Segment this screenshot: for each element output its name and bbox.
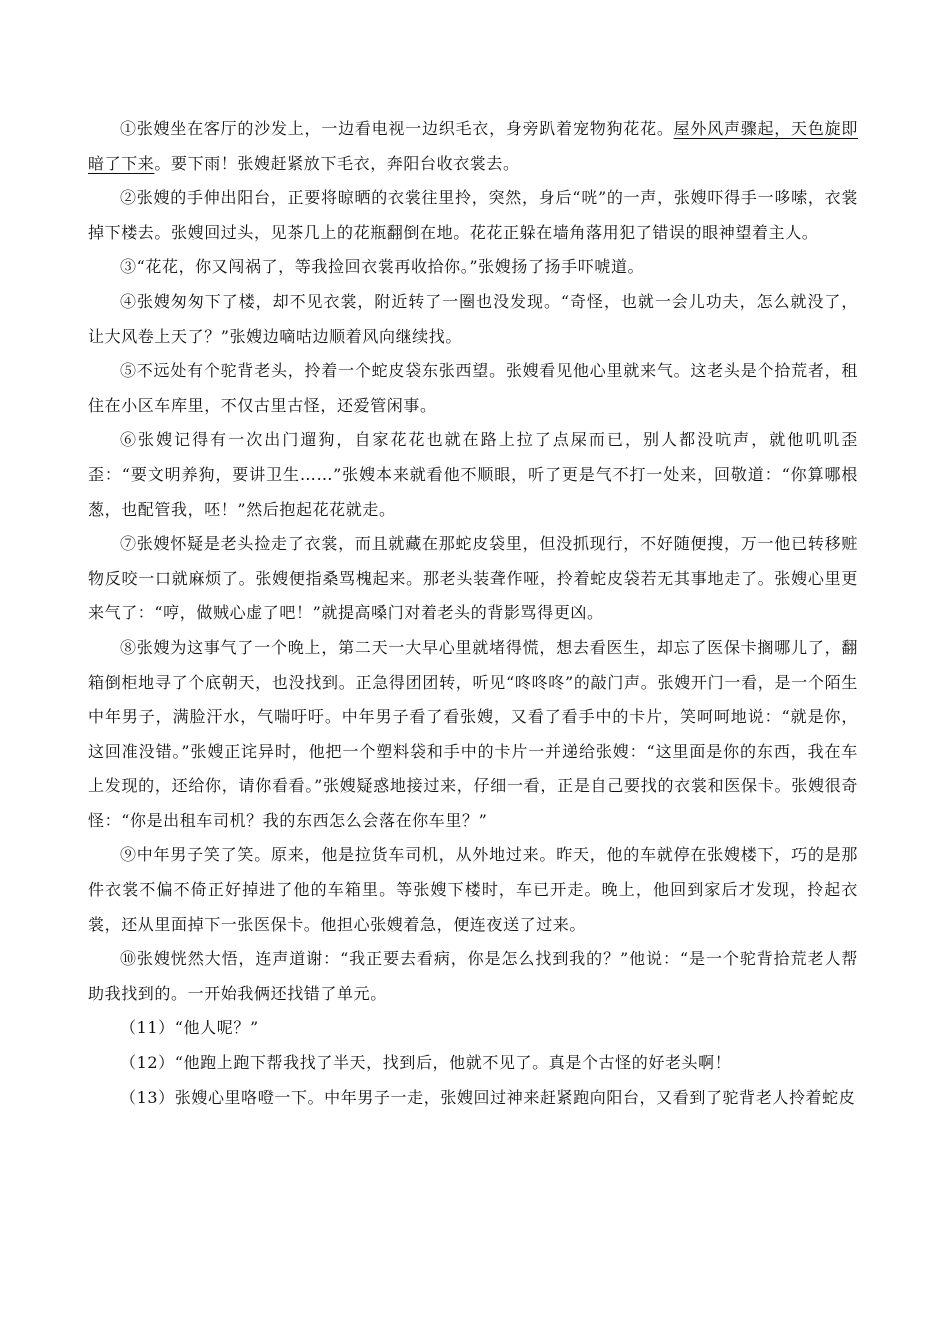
paragraph-5: ⑤不远处有个驼背老头，拎着一个蛇皮袋东张西望。张嫂看见他心里就来气。这老头是个拾荒者，租住在小区车库里，不仅古里古怪，还爱管闲事。: [88, 361, 858, 415]
story-text: [88, 112, 858, 1115]
paragraph-1-end: 。要下雨！张嫂赶紧放下毛衣，奔阳台收衣裳去。: [154, 153, 520, 173]
paragraph-4: ④张嫂匆匆下了楼，却不见衣裳，附近转了一圈也没发现。“奇怪，也就一会儿功夫，怎么就没了，让大风卷上天了？”张嫂边嘀咕边顺着风向继续找。: [88, 291, 858, 346]
paragraph-12: （12）“他跑上跑下帮我找了半天，找到后，他就不见了。真是个古怪的好老头啊！: [120, 1053, 732, 1073]
paragraph-3: ③“花花，你又闯祸了，等我捡回衣裳再收拾你。”张嫂扬了扬手吓唬道。: [120, 257, 645, 277]
underlined-sentence: 屋外风声骤起，天色旋即暗了下来: [88, 119, 858, 173]
paragraph-1-start: ①张嫂坐在客厅的沙发上，一边看电视一边织毛衣，身旁趴着宠物狗花花。: [120, 119, 674, 138]
paragraph-10: ⑩张嫂恍然大悟，连声道谢：“我正要去看病，你是怎么找到我的？”他说：“是一个驼背拾荒老人帮助我找到的。一开始我俩还找错了单元。: [88, 949, 858, 1003]
paragraph-1: [88, 112, 858, 181]
paragraph-13: （13）张嫂心里咯噔一下。中年男子一走，张嫂回过神来赶紧跑向阳台，又看到了驼背老人拎着蛇皮: [120, 1087, 856, 1107]
paragraph-6: ⑥张嫂记得有一次出门遛狗，自家花花也就在路上拉了点屎而已，别人都没吭声，就他叽叽歪歪：“要文明养狗，要讲卫生……”张嫂本来就看他不顺眼，听了更是气不打一处来，回敬道：“你算哪根葱，也配管我，呸！”然后抱起花花就走。: [88, 430, 858, 519]
paragraph-7: ⑦张嫂怀疑是老头捡走了衣裳，而且就藏在那蛇皮袋里，但没抓现行，不好随便搜，万一他已转移赃物反咬一口就麻烦了。张嫂便指桑骂槐起来。那老头装聋作哑，拎着蛇皮袋若无其事地走了。张嫂心里更来气了：“哼，做贼心虚了吧！”就提高嗓门对着老头的背影骂得更凶。: [88, 534, 858, 623]
paragraph-9: ⑨中年男子笑了笑。原来，他是拉货车司机，从外地过来。昨天，他的车就停在张嫂楼下，巧的是那件衣裳不偏不倚正好掉进了他的车箱里。等张嫂下楼时，车已开走。晚上，他回到家后才发现，拎起衣裳，还从里面掉下一张医保卡。他担心张嫂着急，便连夜送了过来。: [88, 845, 858, 934]
paragraph-8: ⑧张嫂为这事气了一个晚上，第二天一大早心里就堵得慌，想去看医生，却忘了医保卡搁哪儿了，翻箱倒柜地寻了个底朝天，也没找到。正急得团团转，听见“咚咚咚”的敲门声。张嫂开门一看，是一个陌生中年男子，满脸汗水，气喘吁吁。中年男子看了看张嫂，又看了看手中的卡片，笑呵呵地说：“就是你，这回准没错。”张嫂正诧异时，他把一个塑料袋和手中的卡片一并递给张嫂：“这里面是你的东西，我在车上发现的，还给你，请你看看。”张嫂疑惑地接过来，仔细一看，正是自己要找的衣裳和医保卡。张嫂很奇怪：“你是出租车司机？我的东西怎么会落在你车里？”: [88, 637, 858, 830]
paragraph-11: （11）“他人呢？”: [120, 1018, 259, 1038]
paragraph-2: ②张嫂的手伸出阳台，正要将晾晒的衣裳往里拎，突然，身后“咣”的一声，张嫂吓得手一哆嗦，衣裳掉下楼去。张嫂回过头，见茶几上的花瓶翻倒在地。花花正躲在墙角落用犯了错误的眼神望着主人。: [88, 188, 858, 242]
